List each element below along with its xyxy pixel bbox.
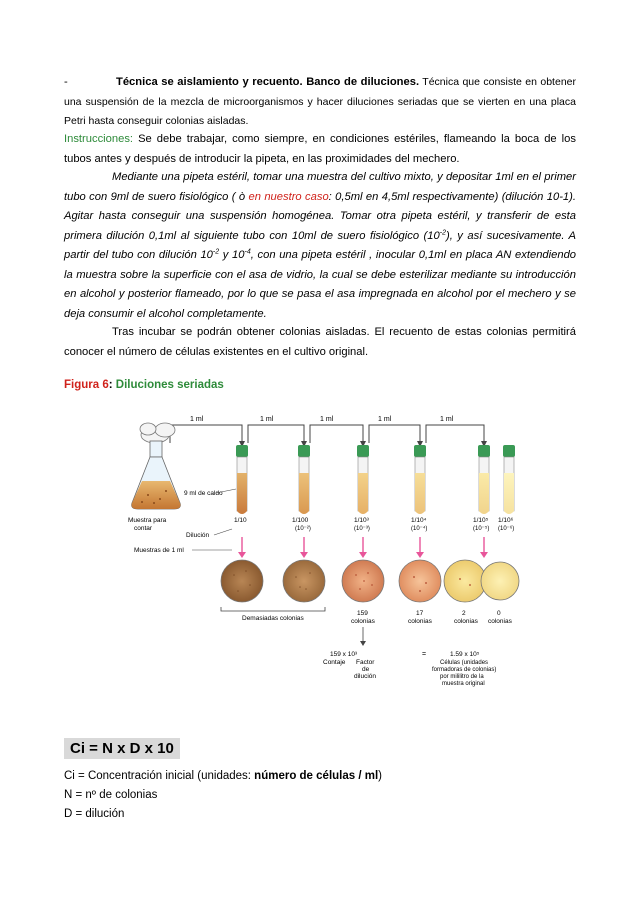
procedure-part3: ), y así sucesivamente. A partir del tubo con dilución 10	[64, 229, 576, 261]
instructions-paragraph	[64, 130, 576, 169]
cells-label-1: Células (unidades	[440, 660, 489, 666]
calc-left: 159 x 10³	[330, 651, 358, 658]
cells-label-3: por mililitro de la	[440, 674, 484, 680]
dilution-5: 1/10⁵	[473, 517, 489, 524]
definition-ci-prefix: Ci = Concentración inicial (unidades:	[64, 770, 255, 782]
calc-right: 1.59 x 10⁵	[450, 651, 480, 658]
colonies-3: colonias	[454, 618, 478, 625]
figure-sep: :	[108, 379, 116, 391]
dilution-2-exp: (10⁻²)	[295, 526, 311, 532]
formula-box	[64, 738, 180, 759]
plate-4	[399, 560, 441, 602]
instructions-label: Instrucciones:	[64, 133, 134, 145]
factor-label-2: de	[362, 666, 370, 673]
dilution-5-exp: (10⁻⁵)	[473, 526, 490, 532]
procedure-paragraph	[64, 168, 576, 324]
count-4: 0	[497, 610, 501, 617]
bullet-dash: -	[64, 76, 68, 88]
serial-dilution-diagram	[120, 405, 520, 695]
procedure-part2: : 0,5ml en 4,5ml respectivamente) (dilución 10-1). Agitar hasta conseguir una suspensión homogénea. Tomar otra pipeta estéril, y transferir de esta primera dilución 0,1ml al siguiente tubo con 10ml de suero fisiológico (10	[64, 190, 576, 242]
figure-title: Diluciones seriadas	[115, 379, 224, 391]
factor-label-1: Factor	[356, 659, 375, 666]
plate-5	[444, 560, 486, 602]
dilution-4: 1/10⁴	[411, 517, 427, 524]
dilution-1: 1/10	[234, 517, 247, 524]
dilution-6-exp: (10⁻⁶)	[498, 526, 515, 532]
transfer-label-5: 1 ml	[440, 416, 454, 423]
calc-eq: =	[422, 651, 427, 658]
dilution-3: 1/10³	[354, 517, 369, 524]
tube-2	[298, 445, 310, 514]
conclusion-text: Tras incubar se podrán obtener colonias aisladas. El recuento de estas colonias permitirá conocer el número de células existentes en el cultivo original.	[64, 326, 576, 358]
dilution-3-exp: (10⁻³)	[354, 526, 370, 532]
intro-paragraph	[64, 73, 576, 132]
cells-label-2: formadoras de colonias)	[432, 667, 497, 673]
dilution-4-exp: (10⁻⁴)	[411, 526, 428, 532]
definition-n: N = nº de colonias	[64, 789, 158, 801]
test-tubes	[236, 445, 490, 514]
formula-text: Ci = N x D x 10	[70, 740, 174, 757]
transfer-label-2: 1 ml	[260, 416, 274, 423]
count-1: 159	[357, 610, 368, 617]
tube-3	[357, 445, 369, 514]
procedure-part5: , con una pipeta estéril , inocular 0,1ml en placa AN extendiendo la muestra sobre la superficie con el asa de vidrio, la cual se debe esterilizar mediante su introducción en alcohol y posterior flameado, por lo que se pasa el asa impregnada en alcohol por el mechero y se deja consumir el alcohol completamente.	[64, 249, 577, 320]
contaje-label: Contaje	[323, 659, 346, 666]
sample-arrows	[238, 537, 488, 558]
section-intro: Técnica que consiste en obtener una suspensión de la mezcla de microorganismos y hacer diluciones seriadas que se vierten en una placa Petri hasta conseguir colonias aisladas.	[64, 76, 576, 127]
plate-2	[283, 560, 325, 602]
petri-plates	[221, 560, 519, 602]
transfer-arrows	[170, 425, 484, 443]
flask-icon	[132, 423, 181, 509]
dilution-label: Dilución	[186, 532, 210, 539]
definition-d: D = dilución	[64, 808, 125, 820]
section-title: Técnica se aislamiento y recuento. Banco de diluciones.	[116, 76, 420, 88]
procedure-part4: y 10	[219, 249, 245, 261]
procedure-part1: Mediante una pipeta estéril, tomar una muestra del cultivo mixto, y depositar 1ml en el primer tubo con 9ml de suero fisiológico ( ò	[64, 171, 576, 203]
tube-1	[236, 445, 248, 514]
count-3: 2	[462, 610, 466, 617]
definition-ci	[64, 770, 382, 782]
procedure-highlight: en nuestro caso	[248, 190, 329, 203]
sample-label-1: Muestra para	[128, 517, 167, 524]
figure-label: Figura 6	[64, 379, 109, 391]
plate-1	[221, 560, 263, 602]
colonies-1: colonias	[351, 618, 375, 625]
samples-label: Muestras de 1 ml	[134, 547, 184, 554]
sample-label-2: contar	[134, 525, 153, 532]
colonies-2: colonias	[408, 618, 432, 625]
figure-caption	[64, 379, 224, 391]
factor-label-3: dilución	[354, 673, 377, 680]
dilution-6: 1/10⁶	[498, 517, 514, 524]
transfer-label-4: 1 ml	[378, 416, 392, 423]
colonies-4: colonias	[488, 618, 512, 625]
definition-ci-suffix: )	[378, 770, 382, 782]
cells-label-4: muestra original	[442, 681, 485, 687]
broth-label: 9 ml de caldo	[184, 490, 223, 497]
procedure-exp3: -4	[244, 248, 251, 256]
tube-6	[503, 445, 515, 514]
transfer-label-1: 1 ml	[190, 416, 204, 423]
plate-3	[342, 560, 384, 602]
tube-5	[478, 445, 490, 514]
dilution-2: 1/100	[292, 517, 309, 524]
definition-ci-bold: número de células / ml	[254, 770, 379, 782]
too-many-label: Demasiadas colonias	[242, 615, 304, 622]
instructions-text: Se debe trabajar, como siempre, en condiciones estériles, flameando la boca de los tubos antes y después de introducir la pipeta, en las proximidades del mechero.	[64, 133, 576, 165]
plate-6	[481, 562, 519, 600]
procedure-exp2: -2	[212, 248, 220, 256]
count-2: 17	[416, 610, 424, 617]
conclusion-paragraph	[64, 323, 576, 362]
transfer-label-3: 1 ml	[320, 416, 334, 423]
tube-4	[414, 445, 426, 514]
procedure-exp1: -2	[439, 228, 446, 236]
